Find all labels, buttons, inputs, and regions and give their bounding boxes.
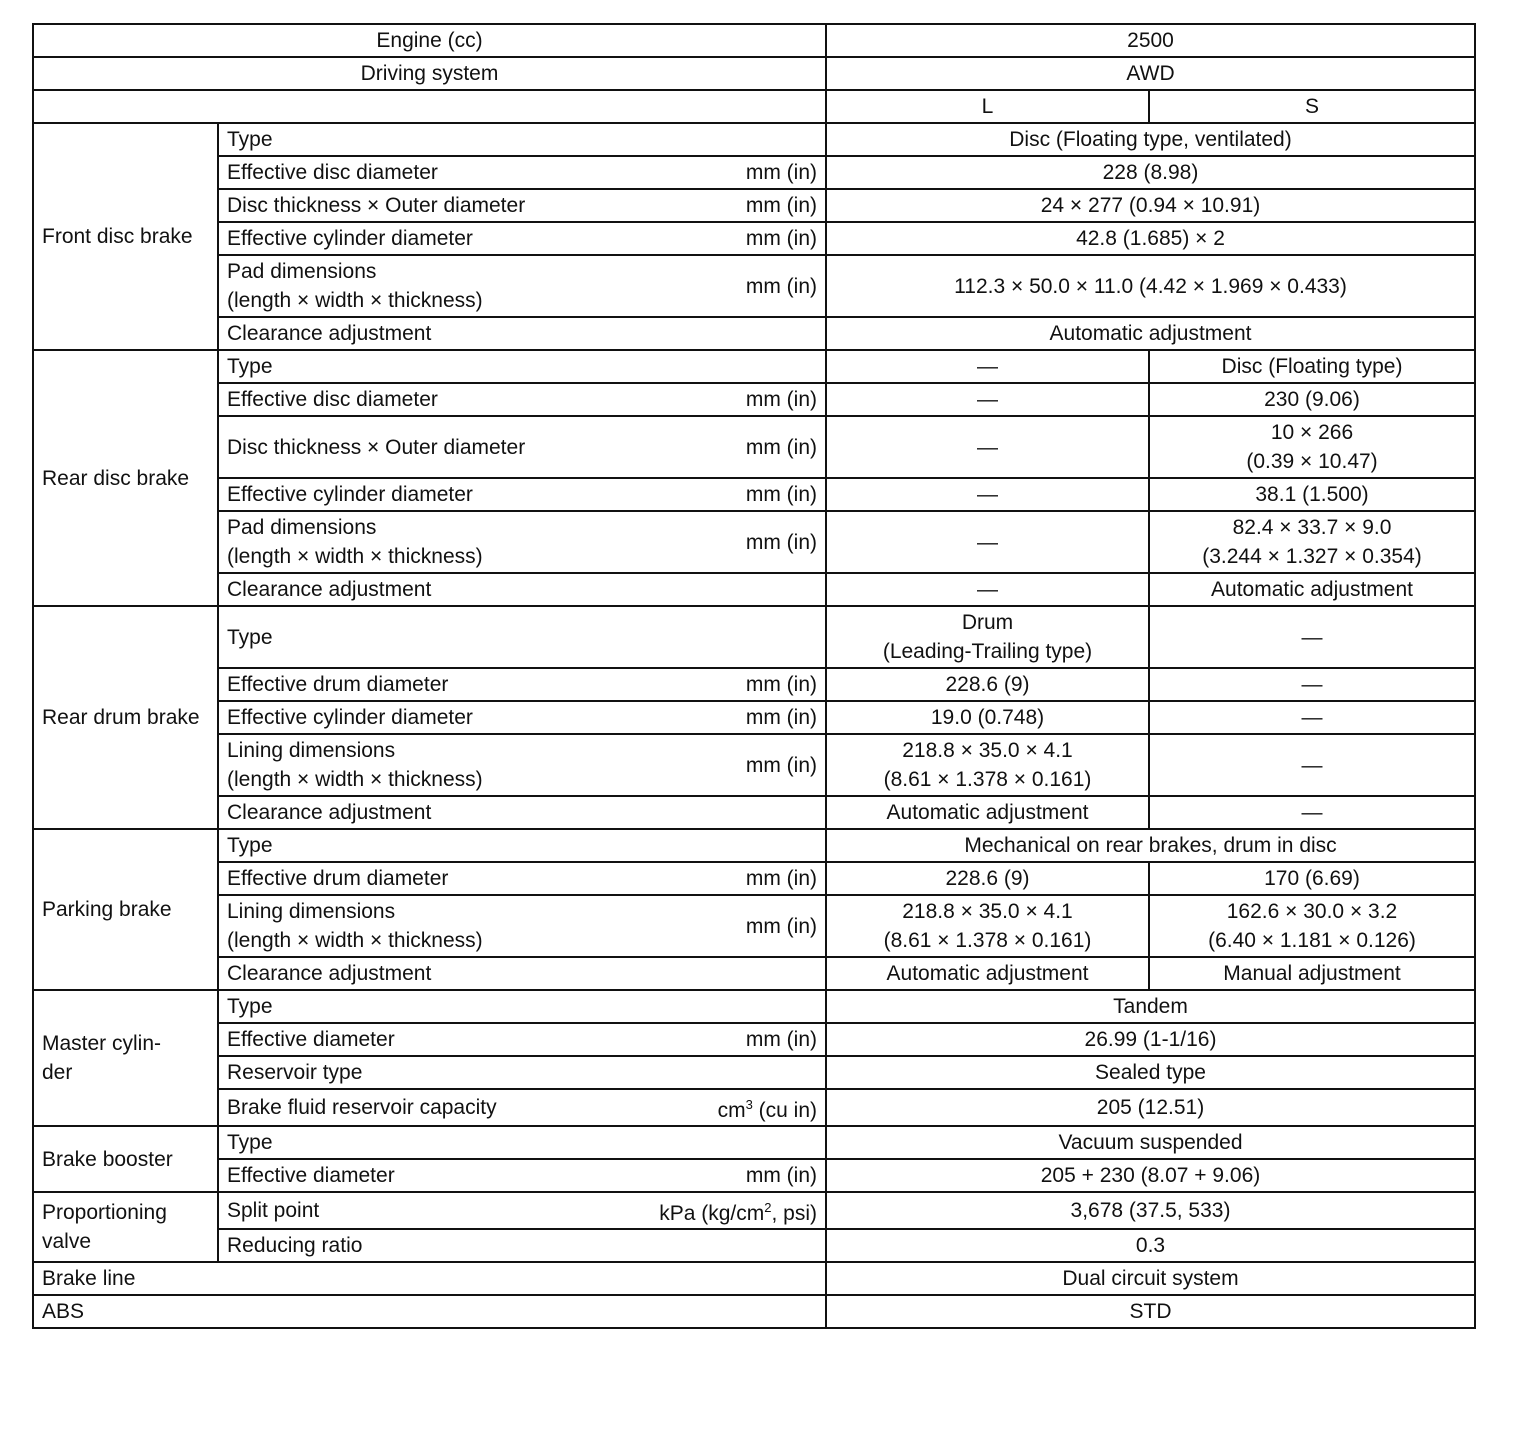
- spec-value: Sealed type: [826, 1056, 1475, 1089]
- table-row: [33, 1262, 1475, 1295]
- item-label: Effective cylinder diameter: [227, 227, 473, 250]
- table-row: [33, 511, 1475, 573]
- engine-label: Engine (cc): [33, 24, 826, 57]
- spec-value-l: —: [826, 350, 1149, 383]
- table-row: [33, 957, 1475, 990]
- spec-value: 24 × 277 (0.94 × 10.91): [826, 189, 1475, 222]
- spec-value-l: Automatic adjustment: [826, 796, 1149, 829]
- unit-label: mm (in): [745, 435, 817, 459]
- spec-value-s: —: [1149, 668, 1475, 701]
- spec-value-s: —: [1149, 701, 1475, 734]
- table-row: [33, 1126, 1475, 1159]
- group-master-cylinder: Master cylin- der: [33, 990, 218, 1126]
- grade-row: [33, 90, 1475, 123]
- spec-value: 112.3 × 50.0 × 11.0 (4.42 × 1.969 × 0.433): [826, 255, 1475, 317]
- unit-label: mm (in): [745, 483, 817, 506]
- spec-value-s: 10 × 266 (0.39 × 10.47): [1149, 416, 1475, 478]
- table-row: [33, 1089, 1475, 1126]
- table-row: [33, 606, 1475, 668]
- unit-label: kPa ($kg/cm^2$, psi): [659, 1200, 817, 1225]
- item-label: Effective disc diameter: [227, 161, 438, 184]
- spec-value-l: 228.6 (9): [826, 862, 1149, 895]
- group-parking-brake: Parking brake: [33, 829, 218, 990]
- spec-value-l: —: [826, 416, 1149, 478]
- table-row: [33, 383, 1475, 416]
- table-row: [33, 1159, 1475, 1192]
- spec-value-l: 218.8 × 35.0 × 4.1 (8.61 × 1.378 × 0.161): [826, 895, 1149, 957]
- brake-line-value: Dual circuit system: [826, 1262, 1475, 1295]
- spec-value-l: Automatic adjustment: [826, 957, 1149, 990]
- table-row: [33, 222, 1475, 255]
- spec-value-s: Manual adjustment: [1149, 957, 1475, 990]
- spec-value-l: Drum (Leading-Trailing type): [826, 606, 1149, 668]
- item-label: Split point: [227, 1199, 320, 1222]
- item-label: Effective cylinder diameter: [227, 483, 473, 506]
- unit-label: mm (in): [745, 706, 817, 729]
- table-row: [33, 123, 1475, 156]
- table-row: [33, 1229, 1475, 1262]
- group-brake-booster: Brake booster: [33, 1126, 218, 1192]
- unit-label: $cm^3$ (cu in): [717, 1097, 817, 1122]
- spec-value-l: —: [826, 573, 1149, 606]
- item-label: Type: [218, 606, 826, 668]
- spec-value: 3,678 (37.5, 533): [826, 1192, 1475, 1229]
- table-row: [33, 734, 1475, 796]
- item-label: Clearance adjustment: [218, 796, 826, 829]
- item-label: Type: [218, 350, 826, 383]
- unit-label: mm (in): [745, 161, 817, 184]
- spec-value: 228 (8.98): [826, 156, 1475, 189]
- group-rear-drum-brake: Rear drum brake: [33, 606, 218, 829]
- unit-label: mm (in): [745, 194, 817, 217]
- unit-label: mm (in): [745, 1028, 817, 1051]
- item-label: Effective cylinder diameter: [227, 706, 473, 729]
- spec-value-s: —: [1149, 606, 1475, 668]
- abs-value: STD: [826, 1295, 1475, 1328]
- spec-value: 26.99 (1-1/16): [826, 1023, 1475, 1056]
- item-label: Effective diameter: [227, 1028, 395, 1051]
- spec-value: 0.3: [826, 1229, 1475, 1262]
- spec-value-s: 170 (6.69): [1149, 862, 1475, 895]
- spec-value: Disc (Floating type, ventilated): [826, 123, 1475, 156]
- spec-value: 42.8 (1.685) × 2: [826, 222, 1475, 255]
- driving-system-value: AWD: [826, 57, 1475, 90]
- item-label: Effective drum diameter: [227, 673, 449, 696]
- unit-label: mm (in): [745, 867, 817, 890]
- spec-value-l: 218.8 × 35.0 × 4.1 (8.61 × 1.378 × 0.161): [826, 734, 1149, 796]
- spec-value-l: 19.0 (0.748): [826, 701, 1149, 734]
- brake-spec-table: [32, 23, 1476, 1329]
- table-row: [33, 1023, 1475, 1056]
- spec-value: 205 (12.51): [826, 1089, 1475, 1126]
- item-label: Type: [218, 1126, 826, 1159]
- spec-value-s: —: [1149, 796, 1475, 829]
- unit-label: mm (in): [745, 530, 817, 554]
- item-label: Clearance adjustment: [218, 317, 826, 350]
- group-rear-disc-brake: Rear disc brake: [33, 350, 218, 606]
- table-row: [33, 701, 1475, 734]
- item-label: Pad dimensions (length × width × thickness): [227, 260, 483, 312]
- item-label: Reservoir type: [218, 1056, 826, 1089]
- table-row: [33, 573, 1475, 606]
- spec-value-s: Disc (Floating type): [1149, 350, 1475, 383]
- spec-value-s: —: [1149, 734, 1475, 796]
- item-label: Lining dimensions (length × width × thickness): [227, 739, 483, 791]
- spec-value-l: —: [826, 383, 1149, 416]
- item-label: Clearance adjustment: [218, 573, 826, 606]
- grade-blank: [33, 90, 826, 123]
- unit-label: mm (in): [745, 388, 817, 411]
- item-label: Type: [218, 990, 826, 1023]
- item-label: Disc thickness × Outer diameter: [227, 194, 526, 217]
- engine-value: 2500: [826, 24, 1475, 57]
- unit-label: mm (in): [745, 914, 817, 938]
- item-label: Reducing ratio: [218, 1229, 826, 1262]
- abs-label: ABS: [33, 1295, 826, 1328]
- group-proportioning-valve: Proportioning valve: [33, 1192, 218, 1262]
- unit-label: mm (in): [745, 227, 817, 250]
- spec-value-l: 228.6 (9): [826, 668, 1149, 701]
- spec-value-s: 38.1 (1.500): [1149, 478, 1475, 511]
- table-row: [33, 668, 1475, 701]
- table-row: [33, 350, 1475, 383]
- table-row: [33, 478, 1475, 511]
- table-row: [33, 1056, 1475, 1089]
- table-row: [33, 796, 1475, 829]
- table-row: [33, 255, 1475, 317]
- table-row: [33, 829, 1475, 862]
- spec-value: Mechanical on rear brakes, drum in disc: [826, 829, 1475, 862]
- spec-value-l: —: [826, 511, 1149, 573]
- spec-value: Vacuum suspended: [826, 1126, 1475, 1159]
- item-label: Brake fluid reservoir capacity: [227, 1096, 497, 1119]
- unit-label: mm (in): [745, 1164, 817, 1187]
- table-row: [33, 1295, 1475, 1328]
- table-row: [33, 895, 1475, 957]
- table-row: [33, 156, 1475, 189]
- item-label: Type: [218, 829, 826, 862]
- unit-label: mm (in): [745, 274, 817, 298]
- brake-line-label: Brake line: [33, 1262, 826, 1295]
- table-row: [33, 189, 1475, 222]
- spec-value-s: 82.4 × 33.7 × 9.0 (3.244 × 1.327 × 0.354): [1149, 511, 1475, 573]
- driving-system-label: Driving system: [33, 57, 826, 90]
- item-label: Disc thickness × Outer diameter: [227, 435, 526, 459]
- grade-s: S: [1149, 90, 1475, 123]
- spec-value: Automatic adjustment: [826, 317, 1475, 350]
- table-row: [33, 416, 1475, 478]
- spec-value: Tandem: [826, 990, 1475, 1023]
- item-label: Effective diameter: [227, 1164, 395, 1187]
- table-row: [33, 862, 1475, 895]
- spec-value: 205 + 230 (8.07 + 9.06): [826, 1159, 1475, 1192]
- item-label: Effective drum diameter: [227, 867, 449, 890]
- table-row: [33, 1192, 1475, 1229]
- spec-value-s: Automatic adjustment: [1149, 573, 1475, 606]
- item-label: Clearance adjustment: [218, 957, 826, 990]
- unit-label: mm (in): [745, 753, 817, 777]
- spec-value-l: —: [826, 478, 1149, 511]
- item-label: Effective disc diameter: [227, 388, 438, 411]
- table-row: [33, 990, 1475, 1023]
- unit-label: mm (in): [745, 673, 817, 696]
- item-label: Pad dimensions (length × width × thickness): [227, 516, 483, 568]
- group-front-disc-brake: Front disc brake: [33, 123, 218, 350]
- item-label: Lining dimensions (length × width × thickness): [227, 900, 483, 952]
- driving-system-row: [33, 57, 1475, 90]
- grade-l: L: [826, 90, 1149, 123]
- item-label: Type: [218, 123, 826, 156]
- engine-row: [33, 24, 1475, 57]
- spec-value-s: 230 (9.06): [1149, 383, 1475, 416]
- spec-value-s: 162.6 × 30.0 × 3.2 (6.40 × 1.181 × 0.126): [1149, 895, 1475, 957]
- table-row: [33, 317, 1475, 350]
